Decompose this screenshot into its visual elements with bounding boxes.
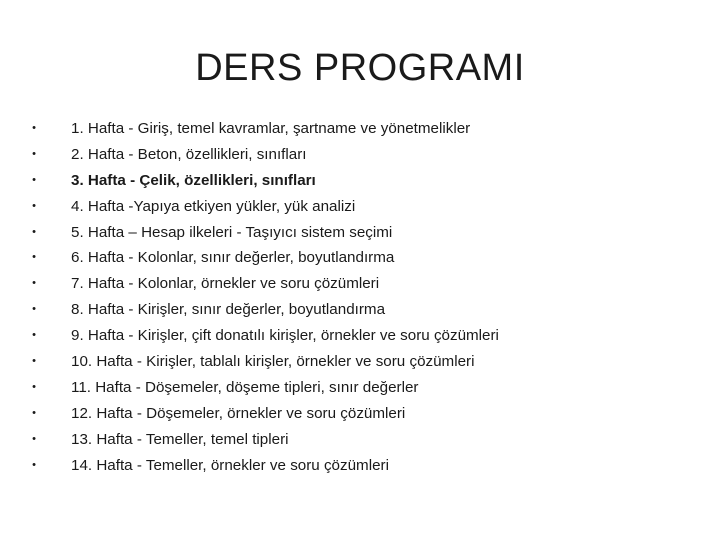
list-item	[28, 194, 708, 220]
list-item	[28, 297, 708, 323]
bullet-icon: •	[32, 458, 36, 471]
bullet-icon: •	[32, 406, 36, 419]
list-item-text: 4. Hafta -Yapıya etkiyen yükler, yük analizi	[71, 197, 356, 215]
bullet-icon: •	[32, 225, 36, 238]
list-item	[28, 220, 708, 246]
bullet-icon: •	[32, 173, 36, 186]
bullet-icon: •	[32, 303, 36, 316]
bullet-icon: •	[32, 329, 36, 342]
list-item	[28, 323, 708, 349]
list-item-text: 8. Hafta - Kirişler, sınır değerler, boyutlandırma	[71, 301, 386, 319]
list-item-text: 12. Hafta - Döşemeler, örnekler ve soru çözümleri	[71, 404, 406, 422]
list-item	[28, 401, 708, 427]
list-item	[28, 349, 708, 375]
list-item-text: 5. Hafta – Hesap ilkeleri - Taşıyıcı sistem seçimi	[71, 223, 393, 241]
list-item	[28, 453, 708, 479]
list-item	[28, 116, 708, 142]
bullet-icon: •	[32, 199, 36, 212]
bullet-icon: •	[32, 355, 36, 368]
bullet-icon: •	[32, 277, 36, 290]
list-item-text: 11. Hafta - Döşemeler, döşeme tipleri, sınır değerler	[71, 378, 419, 396]
list-item	[28, 168, 708, 194]
list-item-text: 3. Hafta - Çelik, özellikleri, sınıfları	[71, 171, 316, 189]
list-item-text: 2. Hafta - Beton, özellikleri, sınıfları	[71, 145, 307, 163]
list-item	[28, 427, 708, 453]
list-item-text: 9. Hafta - Kirişler, çift donatılı kirişler, örnekler ve soru çözümleri	[71, 327, 499, 345]
bullet-icon: •	[32, 122, 36, 134]
course-schedule-list	[28, 116, 708, 478]
list-item-text: 6. Hafta - Kolonlar, sınır değerler, boyutlandırma	[71, 249, 395, 267]
list-item-text: 10. Hafta - Kirişler, tablalı kirişler, örnekler ve soru çözümleri	[71, 353, 475, 371]
bullet-icon: •	[32, 251, 36, 264]
bullet-icon: •	[32, 380, 36, 393]
list-item-text: 13. Hafta - Temeller, temel tipleri	[71, 430, 289, 448]
list-item	[28, 142, 708, 168]
bullet-icon: •	[32, 147, 36, 160]
list-item	[28, 375, 708, 401]
list-item	[28, 245, 708, 271]
list-item-text: 7. Hafta - Kolonlar, örnekler ve soru çözümleri	[71, 275, 380, 293]
list-item	[28, 271, 708, 297]
list-item-text: 14. Hafta - Temeller, örnekler ve soru çözümleri	[71, 456, 389, 474]
slide-title: DERS PROGRAMI	[195, 47, 525, 89]
bullet-icon: •	[32, 432, 36, 445]
list-item-text: 1. Hafta - Giriş, temel kavramlar, şartname ve yönetmelikler	[71, 120, 471, 137]
